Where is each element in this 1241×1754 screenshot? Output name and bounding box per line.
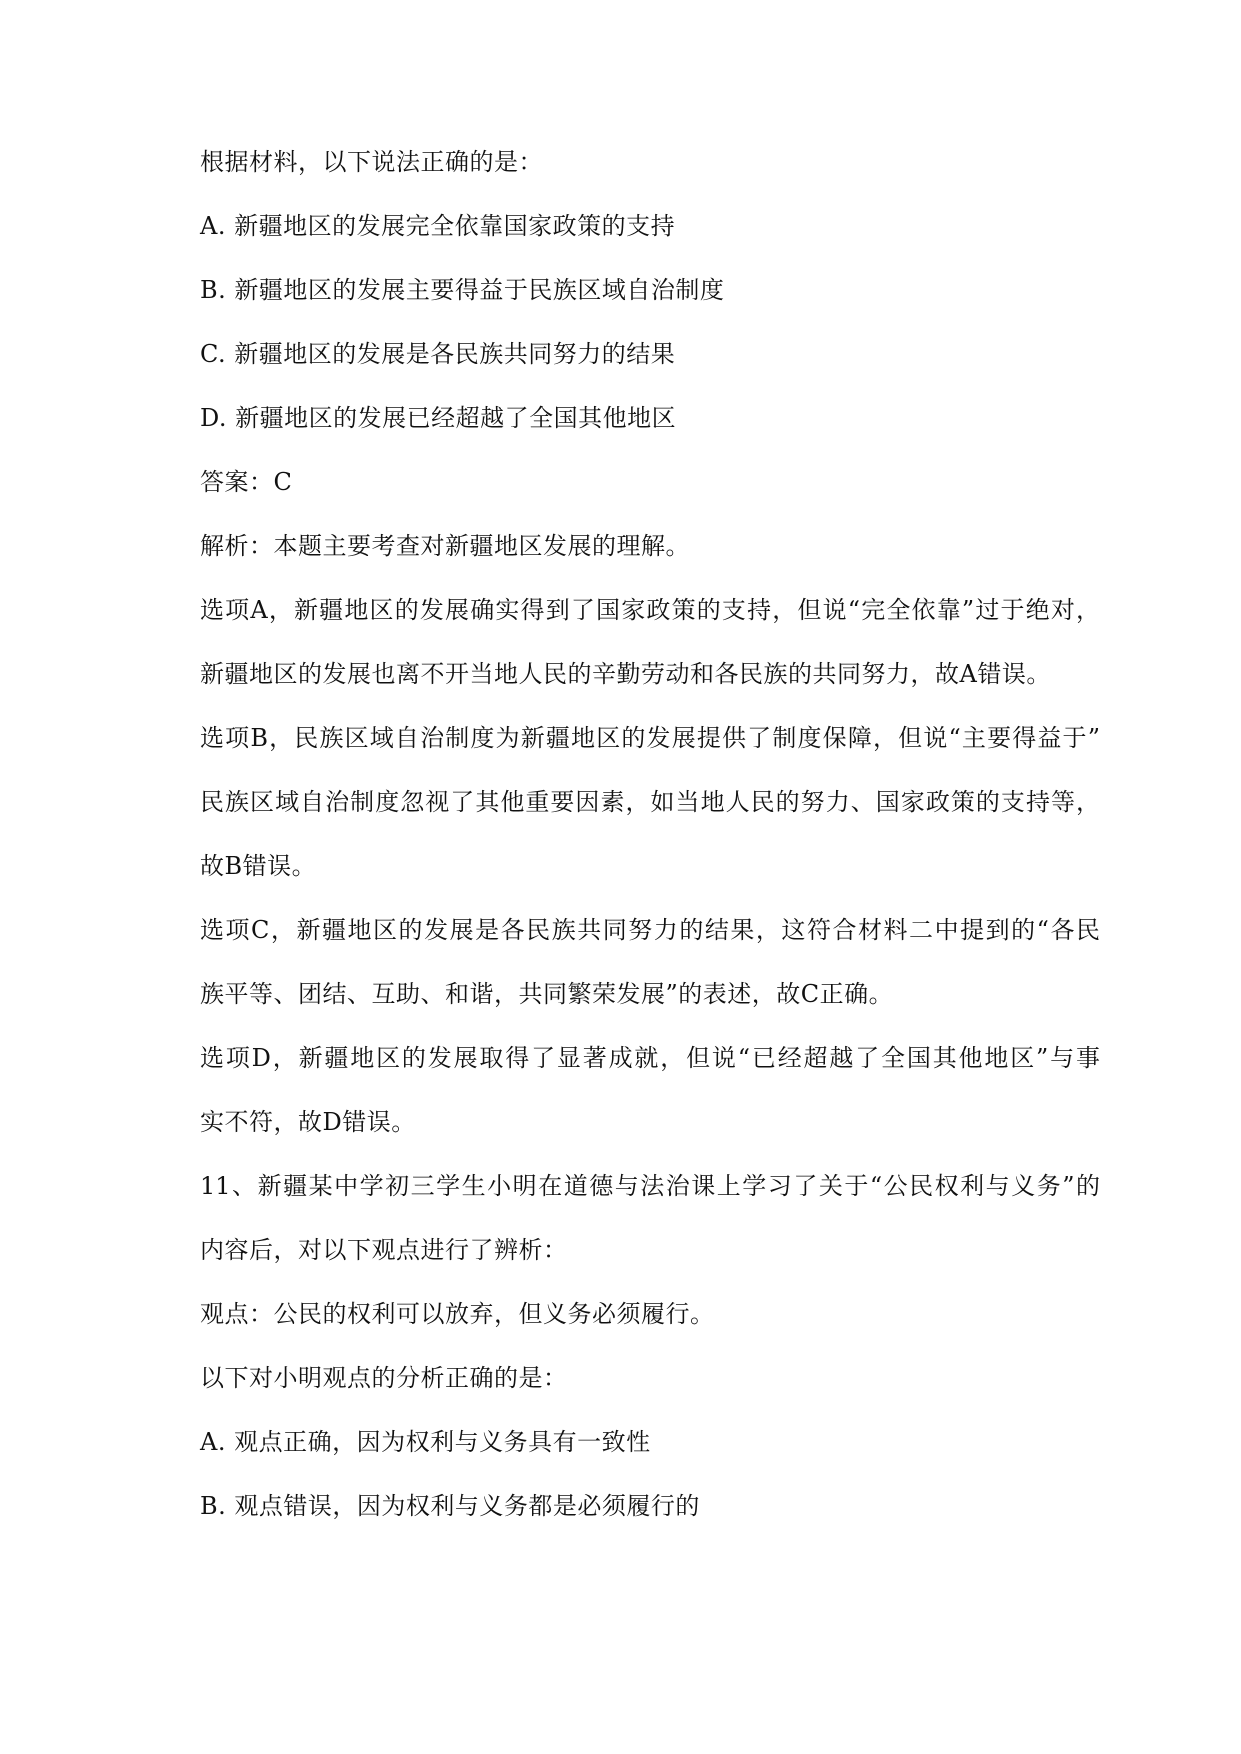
q10-option-d: D. 新疆地区的发展已经超越了全国其他地区 <box>200 404 677 432</box>
q10-analysis-c-line2: 族平等、团结、互助、和谐，共同繁荣发展”的表述，故C正确。 <box>200 980 894 1008</box>
q10-analysis-d-line2: 实不符，故D错误。 <box>200 1108 416 1136</box>
q10-analysis-a-line2: 新疆地区的发展也离不开当地人民的辛勤劳动和各民族的共同努力，故A错误。 <box>200 660 1051 688</box>
q11-option-a: A. 观点正确，因为权利与义务具有一致性 <box>200 1428 651 1456</box>
q10-option-c: C. 新疆地区的发展是各民族共同努力的结果 <box>200 340 676 368</box>
q10-analysis-b-line1: 选项B，民族区域自治制度为新疆地区的发展提供了制度保障，但说“主要得益于” <box>200 724 1100 752</box>
document-body <box>200 146 1100 1554</box>
q10-analysis-b-line2: 民族区域自治制度忽视了其他重要因素，如当地人民的努力、国家政策的支持等， <box>200 788 1100 816</box>
q11-prompt: 以下对小明观点的分析正确的是： <box>200 1364 568 1392</box>
q10-analysis-intro: 解析：本题主要考查对新疆地区发展的理解。 <box>200 532 690 560</box>
q10-option-a: A. 新疆地区的发展完全依靠国家政策的支持 <box>200 212 676 240</box>
q11-stem-line1: 11、新疆某中学初三学生小明在道德与法治课上学习了关于“公民权利与义务”的 <box>200 1172 1100 1200</box>
q11-option-b: B. 观点错误，因为权利与义务都是必须履行的 <box>200 1492 700 1520</box>
q11-stem-line2: 内容后，对以下观点进行了辨析： <box>200 1236 568 1264</box>
q11-viewpoint: 观点：公民的权利可以放弃，但义务必须履行。 <box>200 1300 715 1328</box>
q10-analysis-c-line1: 选项C，新疆地区的发展是各民族共同努力的结果，这符合材料二中提到的“各民 <box>200 916 1100 944</box>
q10-analysis-a-line1: 选项A，新疆地区的发展确实得到了国家政策的支持，但说“完全依靠”过于绝对， <box>200 596 1100 624</box>
q10-answer: 答案：C <box>200 468 293 496</box>
q10-analysis-b-line3: 故B错误。 <box>200 852 317 880</box>
q10-analysis-d-line1: 选项D，新疆地区的发展取得了显著成就，但说“已经超越了全国其他地区”与事 <box>200 1044 1100 1072</box>
q10-option-b: B. 新疆地区的发展主要得益于民族区域自治制度 <box>200 276 725 304</box>
q10-prompt: 根据材料，以下说法正确的是： <box>200 148 543 176</box>
